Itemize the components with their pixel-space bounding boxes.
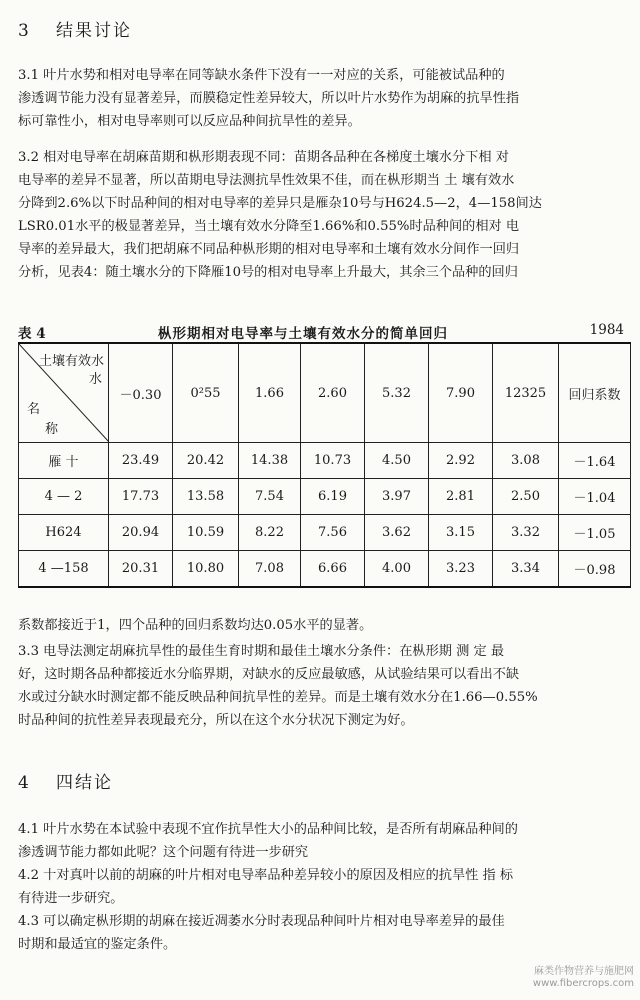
text-line: 有待进一步研究。 xyxy=(18,891,124,906)
table-cell: 10.80 xyxy=(173,551,239,587)
section-title: 四结论 xyxy=(56,773,113,793)
table-cell: 3.97 xyxy=(365,479,429,515)
text-line: 系数都接近于1，四个品种的回归系数均达0.05水平的显著。 xyxy=(18,618,373,633)
watermark xyxy=(533,966,634,990)
column-header: 7.90 xyxy=(429,343,493,443)
text-line: 电导率的差异不显著，所以苗期电导法测抗旱性效果不佳，而在枞形期当 土 壤有效水 xyxy=(18,173,515,188)
paragraph-4 xyxy=(18,818,628,956)
text-line: 3.2 相对电导率在胡麻苗期和枞形期表现不同：苗期各品种在各梯度土壤水分下相 对 xyxy=(18,150,509,165)
table-cell: 20.31 xyxy=(109,551,173,587)
table-cell: －0.98 xyxy=(559,551,631,587)
text-line: 3.3 电导法测定胡麻抗旱性的最佳生育时期和最佳土壤水分条件：在枞形期 测 定 最 xyxy=(18,644,505,659)
table-cell: 4.00 xyxy=(365,551,429,587)
text-line: 分析，见表4：随土壤水分的下降雁10号的相对电导率上升最大，其余三个品种的回归 xyxy=(18,265,518,280)
text-line: 渗透调节能力都如此呢？这个问题有待进一步研究 xyxy=(18,845,309,860)
table-cell: 10.73 xyxy=(301,443,365,479)
table-row xyxy=(19,551,631,587)
corner-label-name-2: 称 xyxy=(45,422,59,437)
watermark-line: 麻类作物营养与施肥网 xyxy=(534,966,634,977)
section-number: 3 xyxy=(18,21,31,41)
table-cell: 2.50 xyxy=(493,479,559,515)
text-line: 4.3 可以确定枞形期的胡麻在接近凋萎水分时表现品种间叶片相对电导率差异的最佳 xyxy=(18,914,505,929)
table-cell: 14.38 xyxy=(239,443,301,479)
section-title: 结果讨论 xyxy=(56,21,132,41)
text-line: 4.1 叶片水势在本试验中表现不宜作抗旱性大小的品种间比较，是否所有胡麻品种间的 xyxy=(18,822,518,837)
column-header: 1.66 xyxy=(239,343,301,443)
text-line: 时品种间的抗性差异表现最充分，所以在这个水分状况下测定为好。 xyxy=(18,713,414,728)
section-number: 4 xyxy=(18,773,31,793)
table-cell: 7.08 xyxy=(239,551,301,587)
regression-table xyxy=(18,342,631,588)
section-4-heading xyxy=(18,768,113,793)
table-caption xyxy=(18,318,630,342)
table-cell: －1.04 xyxy=(559,479,631,515)
table-cell: 13.58 xyxy=(173,479,239,515)
table-cell: 7.56 xyxy=(301,515,365,551)
table-cell: 2.92 xyxy=(429,443,493,479)
paragraph-3-2 xyxy=(18,146,628,284)
text-line: 时期和最适宜的鉴定条件。 xyxy=(18,937,177,952)
column-header: 2.60 xyxy=(301,343,365,443)
text-line: 导率的差异最大，我们把胡麻不同品种枞形期的相对电导率和土壤有效水分间作一回归 xyxy=(18,242,520,257)
table-row xyxy=(19,479,631,515)
text-line: 标可靠性小，相对电导率则可以反应品种间抗旱性的差异。 xyxy=(18,114,361,129)
column-header: －0.30 xyxy=(109,343,173,443)
column-header: 0²55 xyxy=(173,343,239,443)
row-name: 4 — 2 xyxy=(19,479,109,515)
table-cell: 7.54 xyxy=(239,479,301,515)
table-cell: 3.62 xyxy=(365,515,429,551)
table-cell: 6.19 xyxy=(301,479,365,515)
table-year: 1984 xyxy=(589,322,624,338)
table-cell: 3.32 xyxy=(493,515,559,551)
table-cell: 3.34 xyxy=(493,551,559,587)
table-cell: 2.81 xyxy=(429,479,493,515)
table-cell: 4.50 xyxy=(365,443,429,479)
table-cell: 10.59 xyxy=(173,515,239,551)
table-corner-cell xyxy=(19,343,109,443)
text-line: 分降到2.6%以下时品种间的相对电导率的差异只是雁杂10号与H624.5—2，4—158间达 xyxy=(18,196,542,211)
table-header-row xyxy=(19,343,631,443)
text-line: LSR0.01水平的极显著差异，当土壤有效水分降至1.66%和0.55%时品种间的相对 电 xyxy=(18,219,520,234)
watermark-line: www.fibercrops.com xyxy=(532,978,634,989)
text-line: 3.1 叶片水势和相对电导率在同等缺水条件下没有一一对应的关系，可能被试品种的 xyxy=(18,68,505,83)
table-cell: 6.66 xyxy=(301,551,365,587)
table-title: 枞形期相对电导率与土壤有效水分的简单回归 xyxy=(158,326,448,342)
text-line: 渗透调节能力没有显著差异，而膜稳定性差异较大，所以叶片水势作为胡麻的抗旱性指 xyxy=(18,91,520,106)
row-name: 雁 十 xyxy=(19,443,109,479)
table-row xyxy=(19,443,631,479)
table-cell: 23.49 xyxy=(109,443,173,479)
table-cell: 17.73 xyxy=(109,479,173,515)
table-cell: 3.15 xyxy=(429,515,493,551)
table-cell: 8.22 xyxy=(239,515,301,551)
corner-label-name: 名 xyxy=(27,402,41,417)
corner-label-moisture: 土壤有效水 xyxy=(38,354,104,369)
column-header: 12325 xyxy=(493,343,559,443)
column-header: 5.32 xyxy=(365,343,429,443)
table-cell: 3.08 xyxy=(493,443,559,479)
table-cell: 20.42 xyxy=(173,443,239,479)
table-row xyxy=(19,515,631,551)
paragraph-3-3 xyxy=(18,640,628,732)
text-line: 水或过分缺水时测定都不能反映品种间抗旱性的差异。而是土壤有效水分在1.66—0.55% xyxy=(18,690,538,705)
paragraph-3-1 xyxy=(18,64,628,133)
section-3-heading xyxy=(18,16,132,41)
table-cell: －1.64 xyxy=(559,443,631,479)
column-header: 回归系数 xyxy=(559,343,631,443)
text-line: 4.2 十对真叶以前的胡麻的叶片相对电导率品种差异较小的原因及相应的抗旱性 指 标 xyxy=(18,868,514,883)
corner-label-moisture-2: 水 xyxy=(88,372,102,387)
text-line: 好，这时期各品种都接近水分临界期，对缺水的反应最敏感，从试验结果可以看出不缺 xyxy=(18,667,520,682)
row-name: 4 —158 xyxy=(19,551,109,587)
table-cell: 3.23 xyxy=(429,551,493,587)
table-number: 表 4 xyxy=(18,326,46,342)
table-cell: －1.05 xyxy=(559,515,631,551)
table-cell: 20.94 xyxy=(109,515,173,551)
row-name: H624 xyxy=(19,515,109,551)
paragraph-table-followup xyxy=(18,614,628,637)
